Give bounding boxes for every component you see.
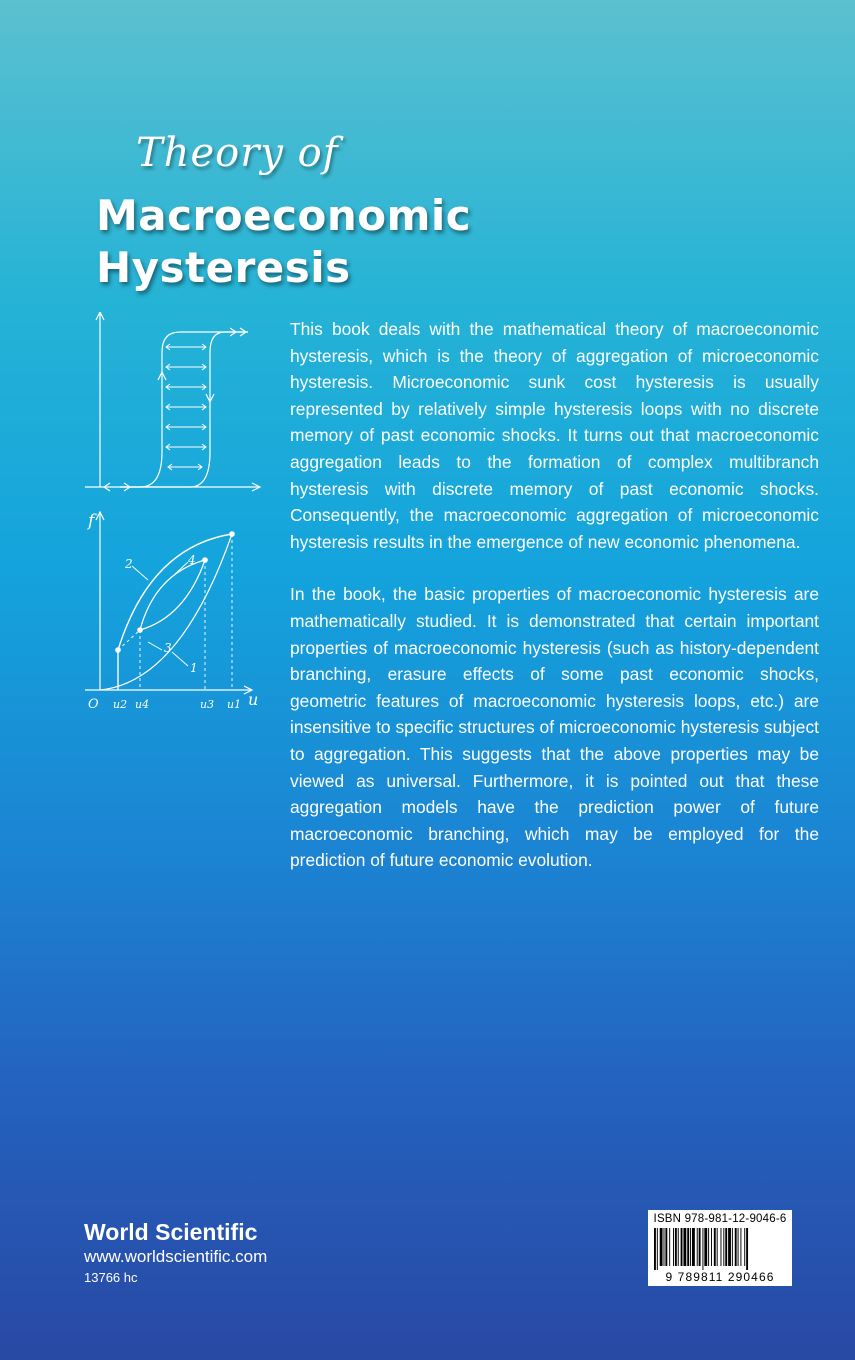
branch-label-2: 2 bbox=[125, 557, 133, 571]
description-paragraph-1: This book deals with the mathematical theory of macroeconomic hysteresis, which is the theory of aggregation of microeconomic hysteresis. Microeconomic sunk cost hysteresis is usually represented by relatively simple hysteresis loops with no discrete memory of past economic shocks. It turns out that macroeconomic aggregation leads to the formation of complex multibranch hysteresis with discrete memory of past economic shocks. Consequently, the macroeconomic aggregation of microeconomic hysteresis results in the emergence of new economic phenomena. bbox=[290, 319, 819, 552]
x-tick-u2: u2 bbox=[113, 698, 128, 711]
origin-label: O bbox=[88, 697, 99, 712]
x-axis-label: u bbox=[248, 690, 259, 709]
description-paragraph-2: In the book, the basic properties of macroeconomic hysteresis are mathematically studied. It is demonstrated that certain important properties of macroeconomic hysteresis (such as history-dependent branching, erasure effects of some past economic shocks, geometric features of macroeconomic hysteresis loops, etc.) are insensitive to specific structures of microeconomic hysteresis subject to aggregation. This suggests that the above properties may be viewed as universal. Furthermore, it is pointed out that these aggregation models have the prediction power of future macroeconomic branching, which may be employed for the prediction of future economic evolution. bbox=[290, 584, 819, 871]
isbn-barcode bbox=[648, 1210, 792, 1286]
book-description bbox=[290, 316, 819, 900]
publisher-code: 13766 hc bbox=[84, 1270, 138, 1285]
x-tick-u4: u4 bbox=[135, 698, 150, 711]
hysteresis-figure bbox=[80, 312, 265, 717]
x-tick-u3: u3 bbox=[200, 698, 215, 711]
title-line-1: Macroeconomic bbox=[96, 191, 472, 240]
upper-hysteresis-plot bbox=[85, 312, 260, 491]
branch-label-4: 4 bbox=[188, 553, 196, 567]
barcode-digits: 9 789811 290466 bbox=[665, 1270, 775, 1284]
y-axis-label: f bbox=[88, 511, 95, 531]
branch-label-1: 1 bbox=[190, 661, 198, 675]
title-line-2: Hysteresis bbox=[96, 243, 351, 292]
publisher-block bbox=[84, 1218, 267, 1288]
book-title bbox=[96, 190, 471, 294]
isbn-label: ISBN 978-981-12-9046-6 bbox=[653, 1213, 787, 1225]
publisher-url: www.worldscientific.com bbox=[84, 1247, 268, 1266]
publisher-name: World Scientific bbox=[84, 1219, 258, 1245]
x-tick-u1: u1 bbox=[227, 698, 242, 711]
branch-label-3: 3 bbox=[164, 641, 172, 655]
title-script-line: Theory of bbox=[136, 130, 339, 176]
lower-hysteresis-plot bbox=[85, 512, 252, 694]
barcode-bars bbox=[654, 1228, 786, 1270]
